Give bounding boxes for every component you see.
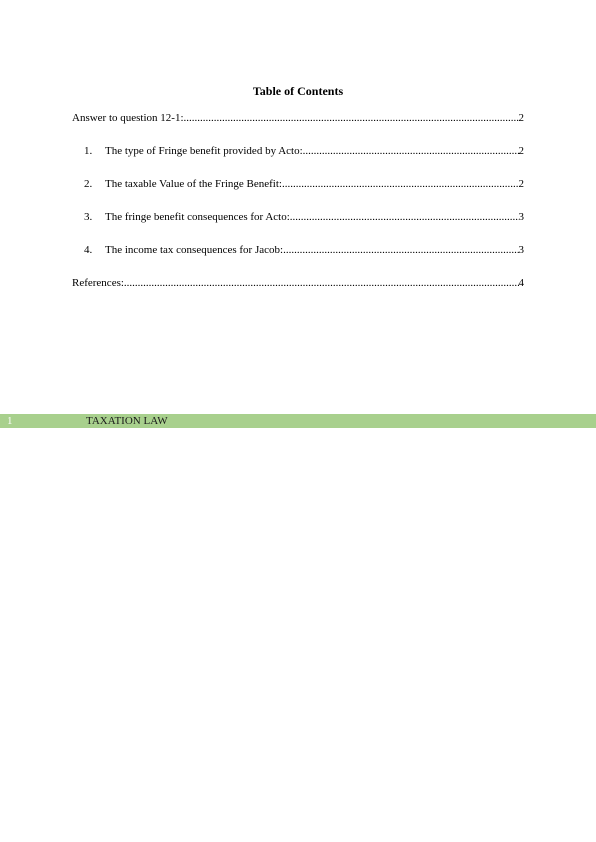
toc-entry-consequences-jacob[interactable] [84, 244, 524, 257]
page-number: 1 [7, 415, 13, 427]
toc-entry-label: The taxable Value of the Fringe Benefit: [105, 178, 282, 190]
dot-leader [282, 178, 519, 191]
toc-entry-page: 3 [518, 211, 524, 223]
toc-entry-number: 3. [84, 211, 93, 223]
toc-entry-number: 2. [84, 178, 93, 190]
toc-entry-answer-12-1[interactable] [72, 112, 524, 125]
toc-entry-label: References: [72, 277, 124, 289]
toc-entry-label: Answer to question 12-1: [72, 112, 184, 124]
toc-entry-page: 3 [518, 244, 524, 256]
dot-leader [303, 145, 519, 158]
toc-entry-label: The income tax consequences for Jacob: [105, 244, 284, 256]
dot-leader [283, 244, 518, 257]
toc-title: Table of Contents [252, 84, 344, 98]
toc-entry-references[interactable] [72, 277, 524, 290]
toc-entry-taxable-value[interactable] [84, 178, 524, 191]
toc-entry-label: The type of Fringe benefit provided by Acto: [105, 145, 303, 157]
toc-entry-page: 2 [518, 145, 524, 157]
page-header-band [0, 414, 596, 428]
toc-entry-number: 1. [84, 145, 93, 157]
running-title: TAXATION LAW [86, 415, 168, 427]
toc-entry-fringe-benefit-type[interactable] [84, 145, 524, 158]
toc-entry-page: 4 [518, 277, 524, 289]
toc-entry-consequences-acto[interactable] [84, 211, 524, 224]
dot-leader [124, 277, 519, 290]
toc-entry-page: 2 [518, 112, 524, 124]
toc-entry-number: 4. [84, 244, 93, 256]
toc-entry-page: 2 [518, 178, 524, 190]
toc-entry-label: The fringe benefit consequences for Acto: [105, 211, 290, 223]
dot-leader [184, 112, 519, 125]
dot-leader [290, 211, 519, 224]
